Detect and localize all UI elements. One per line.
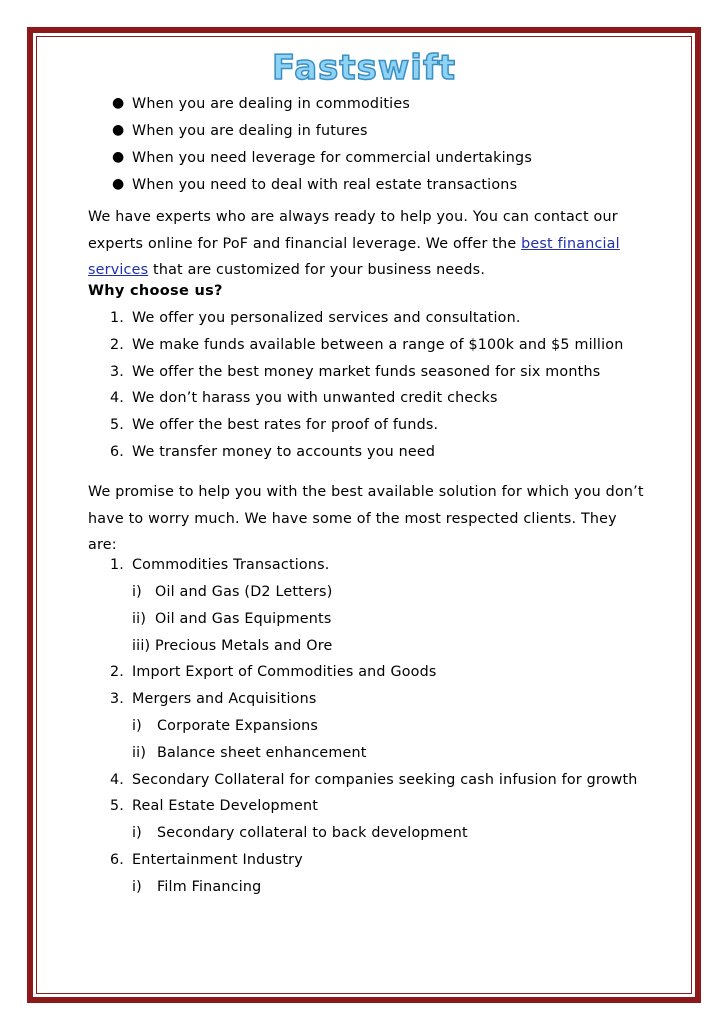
bullet-item: When you are dealing in futures bbox=[132, 123, 368, 139]
sub-list-number: ii) bbox=[132, 611, 147, 627]
list-number: 1. bbox=[110, 310, 125, 326]
client-sub-item: Corporate Expansions bbox=[157, 718, 319, 734]
list-number: 5. bbox=[110, 798, 125, 814]
reason-item: We make funds available between a range of $100k and $5 million bbox=[132, 337, 624, 353]
client-item: Entertainment Industry bbox=[132, 852, 303, 868]
list-number: 3. bbox=[110, 364, 125, 380]
client-sub-item: Oil and Gas (D2 Letters) bbox=[155, 584, 333, 600]
client-sub-item: Balance sheet enhancement bbox=[157, 745, 367, 761]
list-number: 6. bbox=[110, 852, 125, 868]
client-sub-item: Secondary collateral to back development bbox=[157, 825, 468, 841]
client-sub-item: Film Financing bbox=[157, 879, 262, 895]
list-number: 2. bbox=[110, 337, 125, 353]
sub-list-number: i) bbox=[132, 584, 142, 600]
reason-item: We don’t harass you with unwanted credit checks bbox=[132, 390, 498, 406]
sub-list-number: iii) bbox=[132, 638, 151, 654]
why-choose-heading: Why choose us? bbox=[88, 283, 223, 299]
bullet-icon: ● bbox=[112, 95, 125, 111]
sub-list-number: ii) bbox=[132, 745, 147, 761]
reason-item: We transfer money to accounts you need bbox=[132, 444, 436, 460]
intro-text-before: We have experts who are always ready to help you. You can contact our experts online for PoF and financial leverage. We offer the bbox=[88, 209, 618, 252]
logo-title: Fastswift bbox=[271, 48, 456, 88]
best-financial-services-link[interactable]: best financial services bbox=[88, 235, 620, 278]
bullet-item: When you are dealing in commodities bbox=[132, 96, 410, 112]
client-sub-item: Precious Metals and Ore bbox=[155, 638, 333, 654]
bullet-item: When you need leverage for commercial undertakings bbox=[132, 150, 532, 166]
sub-list-number: i) bbox=[132, 879, 142, 895]
clients-paragraph: We promise to help you with the best available solution for which you don’t have to worry much. We have some of the most respected clients. They are: bbox=[88, 484, 644, 553]
intro-text-after: that are customized for your business needs. bbox=[148, 262, 486, 278]
client-item: Import Export of Commodities and Goods bbox=[132, 664, 437, 680]
bullet-item: When you need to deal with real estate transactions bbox=[132, 177, 518, 193]
client-item: Real Estate Development bbox=[132, 798, 319, 814]
client-item: Mergers and Acquisitions bbox=[132, 691, 317, 707]
client-sub-item: Oil and Gas Equipments bbox=[155, 611, 332, 627]
list-number: 3. bbox=[110, 691, 125, 707]
list-number: 4. bbox=[110, 390, 125, 406]
reason-item: We offer you personalized services and consultation. bbox=[132, 310, 521, 326]
client-item: Commodities Transactions. bbox=[132, 557, 330, 573]
bullet-icon: ● bbox=[112, 176, 125, 192]
list-number: 6. bbox=[110, 444, 125, 460]
sub-list-number: i) bbox=[132, 825, 142, 841]
client-item: Secondary Collateral for companies seeking cash infusion for growth bbox=[132, 772, 638, 788]
list-number: 4. bbox=[110, 772, 125, 788]
list-number: 1. bbox=[110, 557, 125, 573]
intro-paragraph bbox=[88, 204, 648, 284]
bullet-icon: ● bbox=[112, 122, 125, 138]
reason-item: We offer the best money market funds seasoned for six months bbox=[132, 364, 601, 380]
list-number: 2. bbox=[110, 664, 125, 680]
bullet-icon: ● bbox=[112, 149, 125, 165]
reason-item: We offer the best rates for proof of funds. bbox=[132, 417, 439, 433]
sub-list-number: i) bbox=[132, 718, 142, 734]
list-number: 5. bbox=[110, 417, 125, 433]
